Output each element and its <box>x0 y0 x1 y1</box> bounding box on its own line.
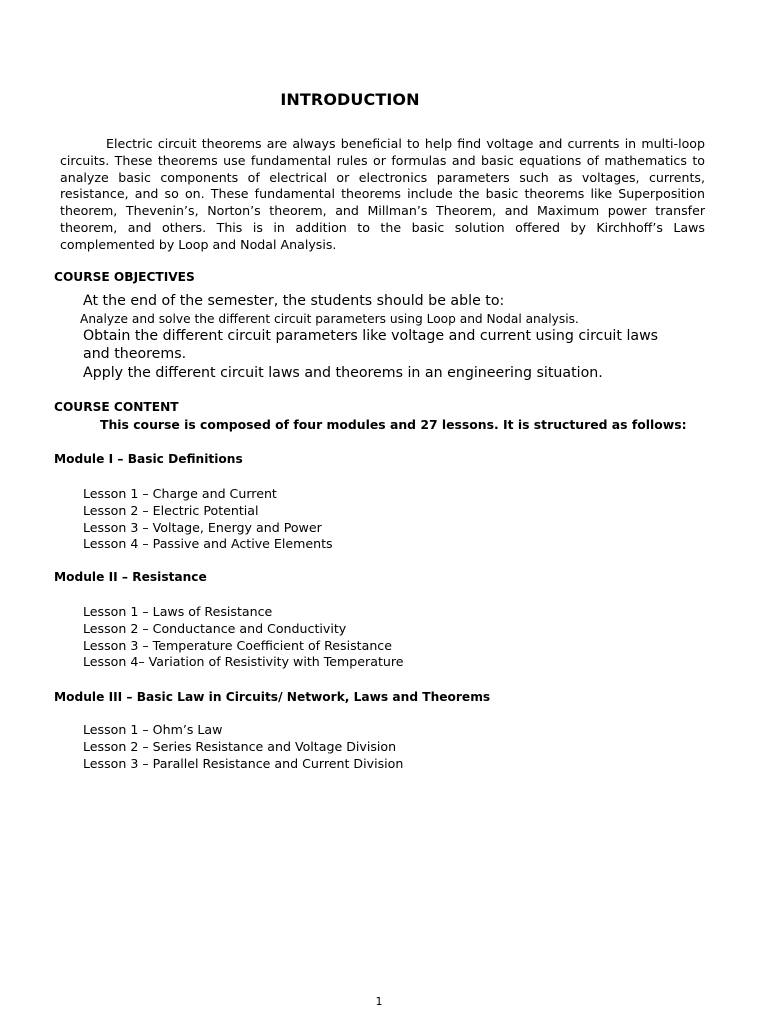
intro-paragraph: Electric circuit theorems are always beneficial to help find voltage and currents in multi-loop circuits. These theorems use fundamental rules or formulas and basic equations of mathematics to analyze basic components of electrical or electronics parameters such as voltages, currents, resistance, and so on. These fundamental theorems include the basic theorems like Superposition theorem, Thevenin’s, Norton’s theorem, and Millman’s Theorem, and Maximum power transfer theorem, and others. This is in addition to the basic solution offered by Kirchhoff’s Laws complemented by Loop and Nodal Analysis. <box>60 136 705 252</box>
module-title: Module III – Basic Law in Circuits/ Network, Laws and Theorems <box>54 690 491 704</box>
lesson-item: Lesson 3 – Parallel Resistance and Current Division <box>83 755 404 771</box>
lesson-item: Lesson 1 – Charge and Current <box>83 486 277 501</box>
lesson-item: Lesson 4 – Passive and Active Elements <box>83 536 333 552</box>
lesson-list <box>83 604 404 671</box>
objectives-lead: At the end of the semester, the students should be able to: <box>83 293 505 309</box>
objective-item: Analyze and solve the different circuit parameters using Loop and Nodal analysis. <box>80 312 579 326</box>
objective-item: Apply the different circuit laws and theorems in an engineering situation. <box>83 365 603 381</box>
module-title: Module II – Resistance <box>54 570 207 584</box>
page-number: 1 <box>375 995 383 1008</box>
lesson-item: Lesson 3 – Temperature Coefficient of Resistance <box>83 637 392 653</box>
lesson-item: Lesson 2 – Conductance and Conductivity <box>83 620 347 636</box>
page-title: INTRODUCTION <box>280 90 420 109</box>
content-subheading: This course is composed of four modules and 27 lessons. It is structured as follows: <box>100 417 687 432</box>
objectives-heading: COURSE OBJECTIVES <box>54 270 195 284</box>
objective-item: Obtain the different circuit parameters like voltage and current using circuit laws and theorems. <box>83 328 659 362</box>
lesson-item: Lesson 2 – Electric Potential <box>83 502 259 518</box>
lesson-item: Lesson 2 – Series Resistance and Voltage Division <box>83 738 397 754</box>
lesson-item: Lesson 1 – Ohm’s Law <box>83 722 223 737</box>
module-title: Module I – Basic Definitions <box>54 452 243 466</box>
lesson-item: Lesson 3 – Voltage, Energy and Power <box>83 519 322 535</box>
lesson-list <box>83 486 333 553</box>
lesson-item: Lesson 1 – Laws of Resistance <box>83 604 273 619</box>
lesson-list <box>83 722 403 772</box>
lesson-item: Lesson 4– Variation of Resistivity with Temperature <box>83 654 404 670</box>
content-heading: COURSE CONTENT <box>54 400 179 414</box>
